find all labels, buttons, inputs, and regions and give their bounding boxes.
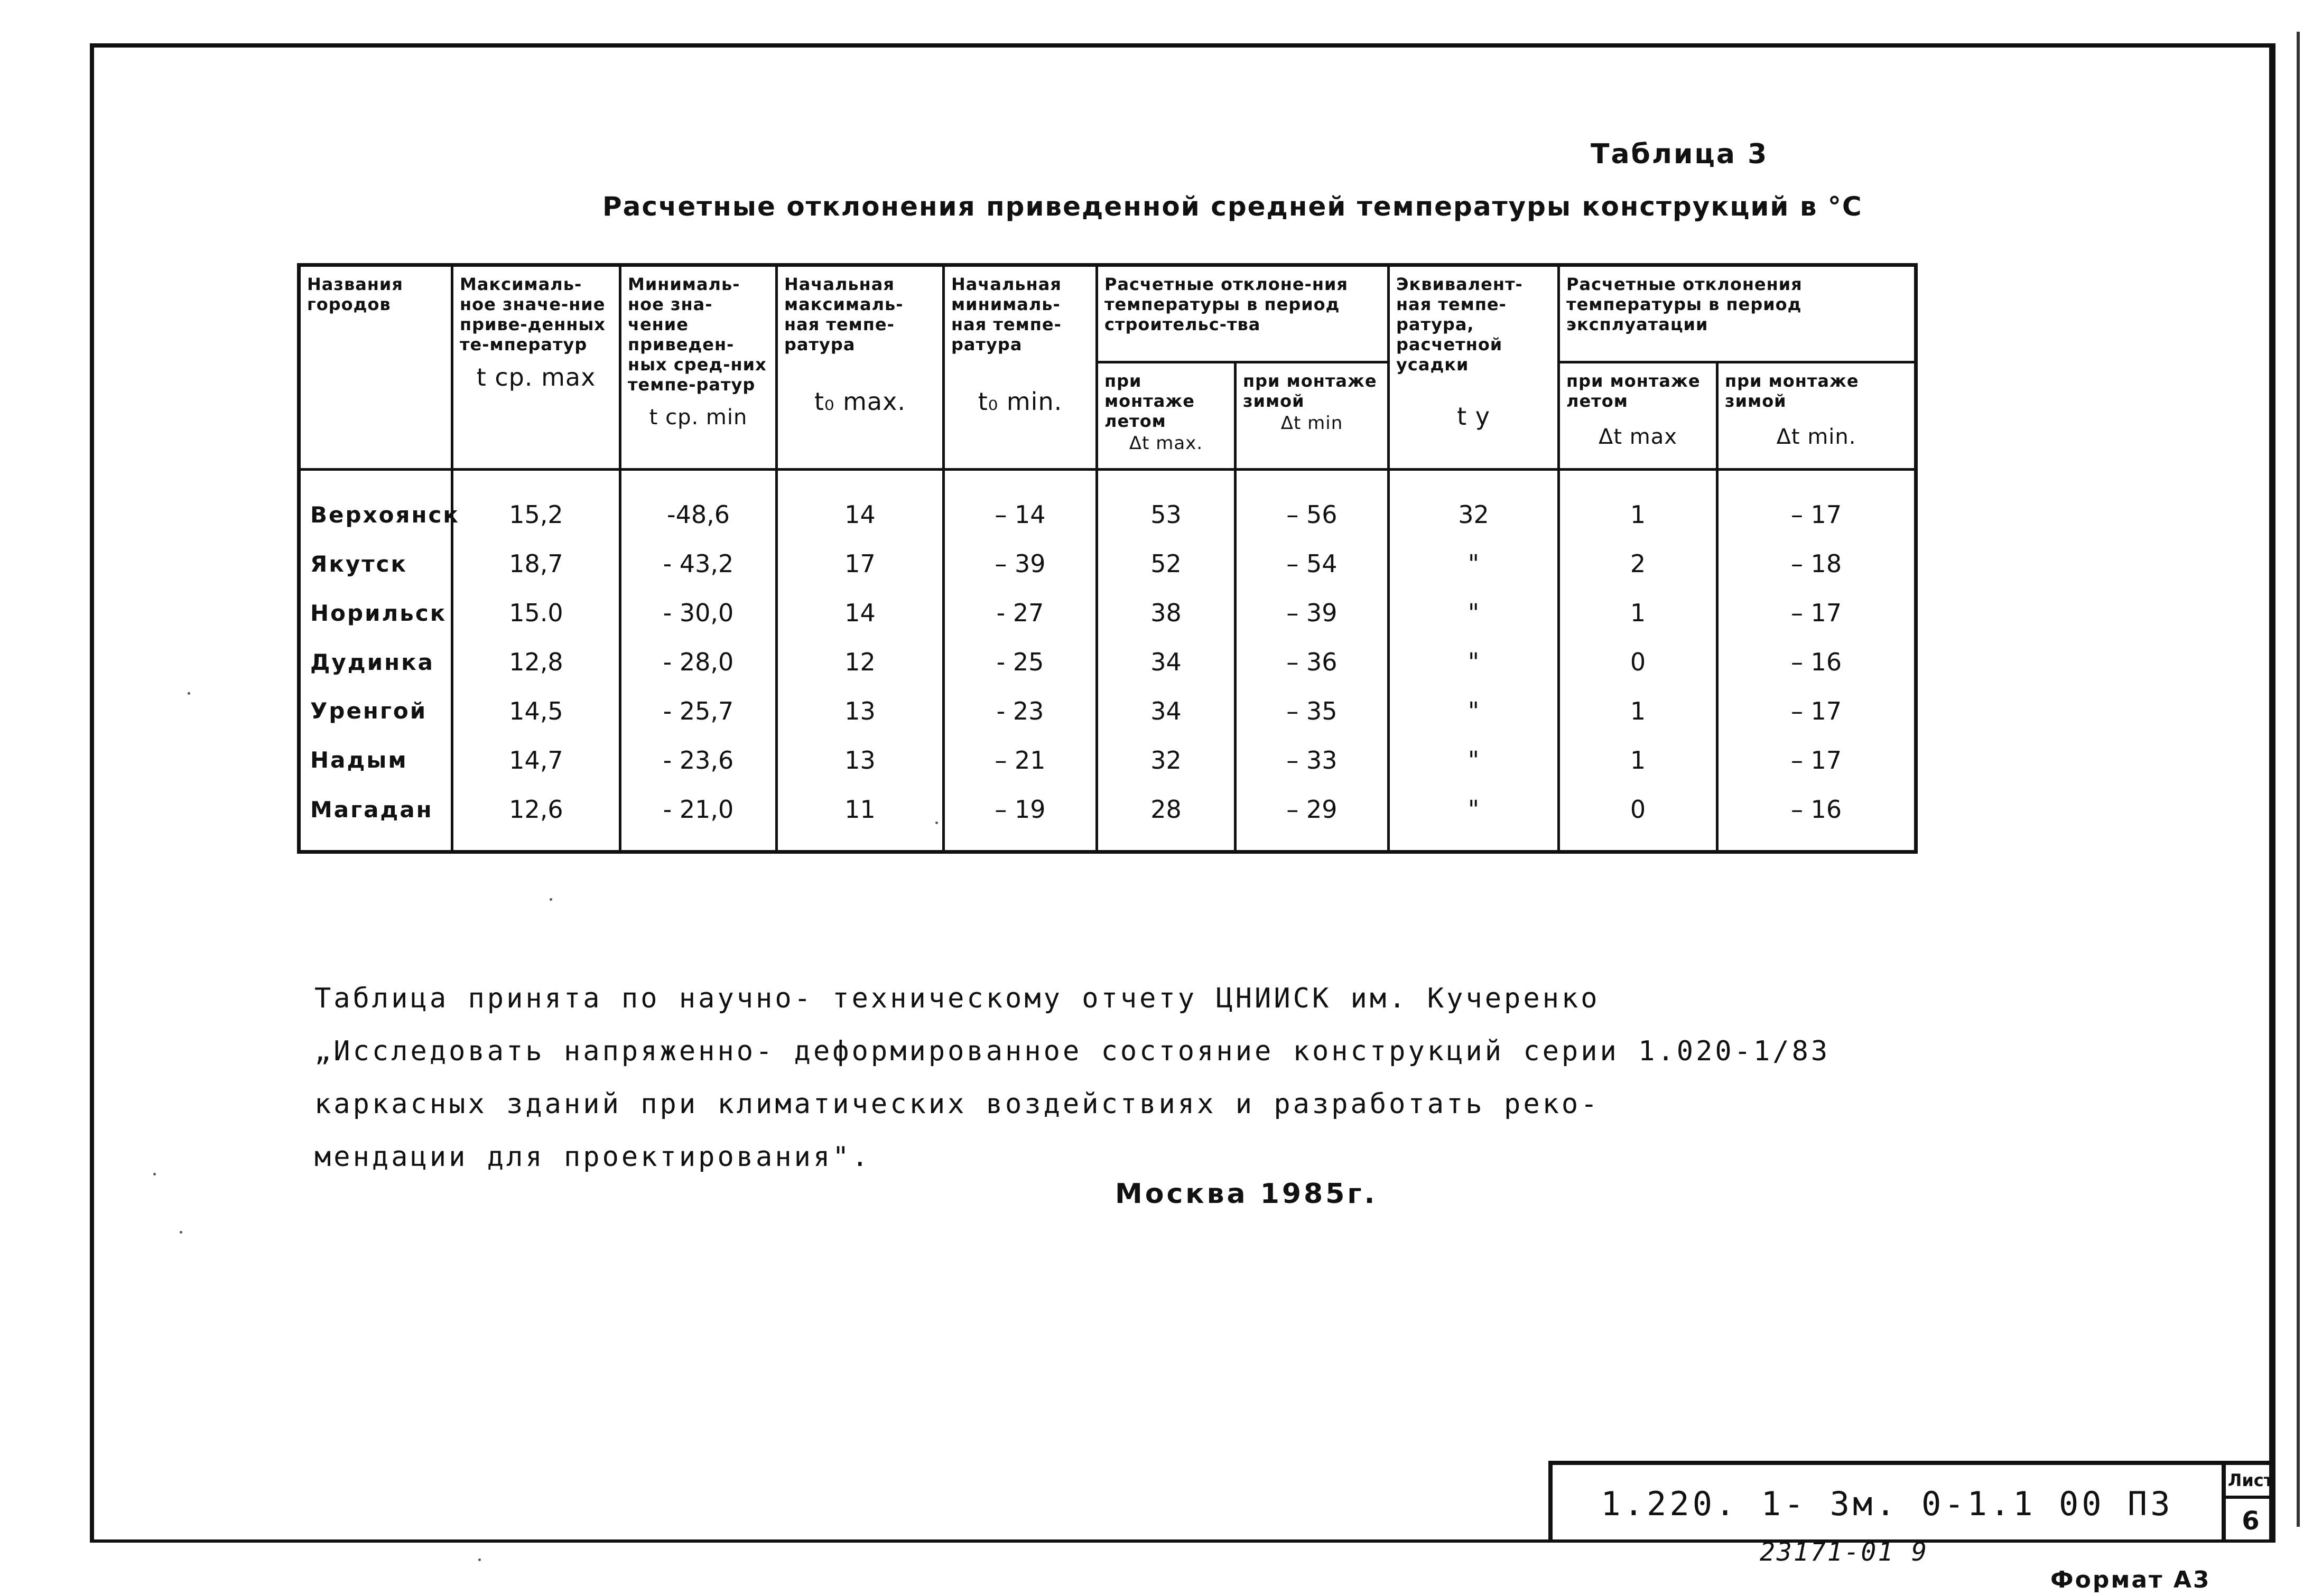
cell-construction-winter: – 33 bbox=[1236, 735, 1389, 785]
cell-t-max: 14,5 bbox=[452, 686, 620, 735]
note-line: „Исследовать напряженно- деформированное состояние конструкций серии 1.020-1/83 bbox=[314, 1035, 1831, 1067]
cell-t0-min: – 39 bbox=[944, 539, 1097, 589]
archive-number: 23171-01 9 bbox=[1760, 1537, 1928, 1567]
sheet-box bbox=[2222, 1461, 2275, 1543]
sheet-edge-line bbox=[2297, 32, 2300, 1527]
cell-t0-max: 12 bbox=[777, 638, 944, 687]
cell-equiv: " bbox=[1389, 785, 1559, 852]
cell-t0-min: - 27 bbox=[944, 589, 1097, 638]
symbol-equiv: t у bbox=[1457, 402, 1490, 431]
cell-construction-winter: – 29 bbox=[1236, 785, 1389, 852]
cell-operation-winter: – 17 bbox=[1717, 589, 1916, 638]
cell-t0-max: 13 bbox=[777, 735, 944, 785]
cell-construction-winter: – 39 bbox=[1236, 589, 1389, 638]
symbol-operation-winter: Δt min. bbox=[1776, 425, 1856, 449]
header-construction-summer: при монтаже летом Δt max. bbox=[1097, 362, 1236, 470]
cell-t-min: - 21,0 bbox=[620, 785, 777, 852]
symbol-t-max: t ср. max bbox=[476, 363, 596, 391]
table-title: Расчетные отклонения приведенной средней температуры конструкций в °С bbox=[602, 191, 1863, 222]
symbol-t-min: t ср. min bbox=[649, 405, 748, 430]
cell-operation-winter: – 16 bbox=[1717, 638, 1916, 687]
sheet-label: Лист bbox=[2226, 1465, 2275, 1499]
cell-t-min: - 25,7 bbox=[620, 686, 777, 735]
cell-construction-summer: 34 bbox=[1097, 638, 1236, 687]
cell-t-min: -48,6 bbox=[620, 470, 777, 540]
symbol-t0-max: t₀ max. bbox=[814, 387, 906, 416]
cell-t-max: 12,6 bbox=[452, 785, 620, 852]
scan-speck bbox=[478, 1558, 481, 1561]
cell-t-min: - 28,0 bbox=[620, 638, 777, 687]
cell-construction-winter: – 54 bbox=[1236, 539, 1389, 589]
paper-format: Формат А3 bbox=[2050, 1566, 2211, 1593]
table-row bbox=[299, 638, 1916, 687]
cell-operation-summer: 1 bbox=[1559, 470, 1717, 540]
cell-construction-summer: 52 bbox=[1097, 539, 1236, 589]
cell-t-max: 15,2 bbox=[452, 470, 620, 540]
place-and-year: Москва 1985г. bbox=[1115, 1178, 1378, 1210]
cell-t-min: - 30,0 bbox=[620, 589, 777, 638]
cell-operation-winter: – 17 bbox=[1717, 470, 1916, 540]
header-equiv: Эквивалент-ная темпе-ратура, расчетной усадки t у bbox=[1389, 265, 1559, 470]
header-t-min: Минималь-ное зна-чение приведен-ных сред-них темпе-ратур t ср. min bbox=[620, 265, 777, 470]
cell-t0-min: - 23 bbox=[944, 686, 1097, 735]
header-t0-min: Начальная минималь-ная темпе-ратура t₀ min. bbox=[944, 265, 1097, 470]
header-construction-group: Расчетные отклоне-ния температуры в период строительс-тва bbox=[1097, 265, 1389, 362]
header-city: Названия городов bbox=[299, 265, 452, 470]
cell-equiv: " bbox=[1389, 686, 1559, 735]
cell-construction-summer: 32 bbox=[1097, 735, 1236, 785]
scan-speck bbox=[180, 1231, 182, 1234]
scan-speck bbox=[153, 1173, 156, 1175]
cell-operation-summer: 2 bbox=[1559, 539, 1717, 589]
cell-operation-summer: 0 bbox=[1559, 785, 1717, 852]
cell-construction-summer: 34 bbox=[1097, 686, 1236, 735]
header-operation-winter: при монтаже зимой Δt min. bbox=[1717, 362, 1916, 470]
note-line: каркасных зданий при климатических воздействиях и разработать реко- bbox=[314, 1088, 1600, 1120]
cell-operation-summer: 0 bbox=[1559, 638, 1717, 687]
cell-operation-summer: 1 bbox=[1559, 589, 1717, 638]
table-row bbox=[299, 589, 1916, 638]
note-line: Таблица принята по научно- техническому отчету ЦНИИСК им. Кучеренко bbox=[314, 983, 1600, 1014]
header-construction-winter: при монтаже зимой Δt min bbox=[1236, 362, 1389, 470]
document-code: 1.220. 1- 3м. 0-1.1 00 ПЗ bbox=[1548, 1461, 2222, 1543]
cell-construction-summer: 28 bbox=[1097, 785, 1236, 852]
cell-equiv: " bbox=[1389, 735, 1559, 785]
table-row bbox=[299, 686, 1916, 735]
scan-speck bbox=[188, 692, 190, 695]
cell-t-max: 15.0 bbox=[452, 589, 620, 638]
cell-t-min: - 23,6 bbox=[620, 735, 777, 785]
city-name: Уренгой bbox=[299, 686, 452, 735]
cell-t0-min: – 21 bbox=[944, 735, 1097, 785]
cell-t0-max: 17 bbox=[777, 539, 944, 589]
table-number: Таблица 3 bbox=[1591, 138, 1769, 170]
header-t0-max: Начальная максималь-ная темпе-ратура t₀ max. bbox=[777, 265, 944, 470]
city-name: Якутск bbox=[299, 539, 452, 589]
source-note bbox=[314, 972, 1831, 1183]
symbol-construction-summer: Δt max. bbox=[1129, 433, 1203, 454]
cell-t0-max: 14 bbox=[777, 470, 944, 540]
cell-t-max: 12,8 bbox=[452, 638, 620, 687]
cell-t0-min: – 19 bbox=[944, 785, 1097, 852]
header-operation-summer: при монтаже летом Δt max bbox=[1559, 362, 1717, 470]
cell-operation-summer: 1 bbox=[1559, 735, 1717, 785]
cell-t0-max: 11 bbox=[777, 785, 944, 852]
cell-t-min: - 43,2 bbox=[620, 539, 777, 589]
cell-t0-min: – 14 bbox=[944, 470, 1097, 540]
symbol-operation-summer: Δt max bbox=[1599, 425, 1677, 449]
cell-construction-summer: 38 bbox=[1097, 589, 1236, 638]
symbol-construction-winter: Δt min bbox=[1280, 413, 1343, 434]
cell-operation-winter: – 17 bbox=[1717, 686, 1916, 735]
cell-equiv: 32 bbox=[1389, 470, 1559, 540]
city-name: Норильск bbox=[299, 589, 452, 638]
header-t-max: Максималь-ное значе-ние приве-денных те-мператур t ср. max bbox=[452, 265, 620, 470]
table-row bbox=[299, 785, 1916, 852]
sheet-number: 6 bbox=[2242, 1506, 2260, 1536]
header-operation-group: Расчетные отклонения температуры в период эксплуатации bbox=[1559, 265, 1916, 362]
cell-operation-summer: 1 bbox=[1559, 686, 1717, 735]
city-name: Надым bbox=[299, 735, 452, 785]
scan-speck bbox=[935, 822, 938, 824]
symbol-t0-min: t₀ min. bbox=[978, 387, 1063, 416]
cell-construction-winter: – 35 bbox=[1236, 686, 1389, 735]
cell-t-max: 18,7 bbox=[452, 539, 620, 589]
cell-operation-winter: – 17 bbox=[1717, 735, 1916, 785]
table-row bbox=[299, 735, 1916, 785]
cell-t-max: 14,7 bbox=[452, 735, 620, 785]
city-name: Магадан bbox=[299, 785, 452, 852]
cell-construction-winter: – 56 bbox=[1236, 470, 1389, 540]
cell-equiv: " bbox=[1389, 638, 1559, 687]
cell-equiv: " bbox=[1389, 539, 1559, 589]
cell-t0-max: 13 bbox=[777, 686, 944, 735]
city-name: Дудинка bbox=[299, 638, 452, 687]
scan-speck bbox=[550, 898, 552, 901]
cell-t0-max: 14 bbox=[777, 589, 944, 638]
cell-equiv: " bbox=[1389, 589, 1559, 638]
city-name: Верхоянск bbox=[299, 470, 452, 540]
table-row bbox=[299, 470, 1916, 540]
cell-construction-summer: 53 bbox=[1097, 470, 1236, 540]
deviation-table bbox=[297, 263, 1918, 854]
cell-operation-winter: – 16 bbox=[1717, 785, 1916, 852]
cell-construction-winter: – 36 bbox=[1236, 638, 1389, 687]
table-row bbox=[299, 539, 1916, 589]
note-line: мендации для проектирования". bbox=[314, 1141, 871, 1173]
cell-operation-winter: – 18 bbox=[1717, 539, 1916, 589]
cell-t0-min: - 25 bbox=[944, 638, 1097, 687]
